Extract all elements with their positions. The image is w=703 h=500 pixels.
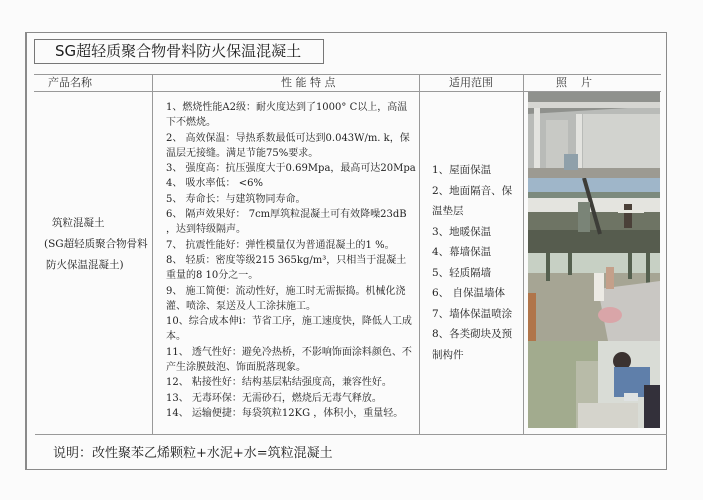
feature-item: 2、 高效保温：导热系数最低可达到0.043W/m. k，保温层无接缝。满足节能75%要求。 xyxy=(166,132,410,159)
feature-item: 1、燃烧性能A2级：耐火度达到了1000° C以上，高温下不燃烧。 xyxy=(166,102,408,129)
scope-item: 3、地暖保温 xyxy=(432,225,492,238)
photo-interior-wall-panels-icon xyxy=(528,92,660,178)
header-product-name: 产品名称 xyxy=(48,76,92,89)
scope-item: 2、地面隔音、保温垫层 xyxy=(432,184,513,217)
product-name-line: 筑粒混凝土 xyxy=(52,217,105,229)
feature-item: 8、 轻质：密度等级215 365kg/m³，只相当于混凝土重量的8 10分之一。 xyxy=(166,254,407,282)
document-title: SG超轻质聚合物骨料防火保温混凝土 xyxy=(34,39,324,64)
feature-item: 7、 抗震性能好：弹性模量仅为普通混凝土的1 %。 xyxy=(166,239,395,251)
scope-item: 6、 自保温墙体 xyxy=(432,287,506,299)
feature-item: 3、 强度高：抗压强度大于0.69Mpa，最高可达20Mpa xyxy=(166,163,416,175)
scope-item: 5、轻质隔墙 xyxy=(432,266,492,279)
features-list xyxy=(166,100,416,421)
feature-item: 5、 寿命长：与建筑物同寿命。 xyxy=(166,193,306,205)
scope-item: 7、墙体保温喷涂 xyxy=(432,307,513,320)
column-divider-2 xyxy=(419,74,420,434)
feature-item: 14、 运输便捷：每袋筑粒12KG ，体积小，重量轻。 xyxy=(166,407,404,419)
header-photos: 照 片 xyxy=(556,76,592,89)
scope-item: 4、幕墙保温 xyxy=(432,246,492,258)
feature-item: 12、 粘接性好：结构基层粘结强度高，兼容性好。 xyxy=(166,377,392,389)
feature-item: 11、 透气性好：避免冷热桥，不影响饰面涂料颜色、不产生涂膜鼓泡、饰面脱落现象。 xyxy=(166,346,412,374)
photos-column xyxy=(528,92,660,428)
feature-item: 9、 施工简便：流动性好，施工时无需振捣。机械化浇灌、喷涂、泵送及人工涂抹施工。 xyxy=(166,285,406,312)
scope-list xyxy=(432,160,518,365)
feature-item: 10、综合成本伸i：节省工序，施工速度快，降低人工成本。 xyxy=(166,316,412,343)
column-divider-1 xyxy=(152,74,153,434)
column-divider-3 xyxy=(523,74,524,434)
feature-item: 13、 无毒环保：无需砂石，燃烧后无毒气释放。 xyxy=(166,392,382,404)
feature-item: 4、 吸水率低： <6% xyxy=(166,178,263,190)
header-features: 性 能 特 点 xyxy=(281,76,336,89)
feature-item: 6、 隔声效果好： 7cm厚筑粒混凝土可有效降噪23dB ，达到特级隔声。 xyxy=(166,209,407,236)
product-name-cell xyxy=(44,213,148,276)
product-name-line: (SG超轻质聚合物骨料 xyxy=(44,238,148,250)
scope-item: 8、各类砌块及预制构件 xyxy=(432,328,513,361)
product-name-line: 防火保温混凝土) xyxy=(46,259,124,271)
photo-wall-plastering-icon xyxy=(528,341,660,428)
table-bottom-rule xyxy=(35,434,667,435)
photo-floor-leveling-icon xyxy=(528,253,660,341)
photo-rooftop-pouring-icon xyxy=(528,178,660,253)
scope-item: 1、屋面保温 xyxy=(432,164,492,176)
header-scope: 适用范围 xyxy=(449,76,493,89)
footer-note: 说明：改性聚苯乙烯颗粒+水泥+水=筑粒混凝土 xyxy=(53,446,333,461)
